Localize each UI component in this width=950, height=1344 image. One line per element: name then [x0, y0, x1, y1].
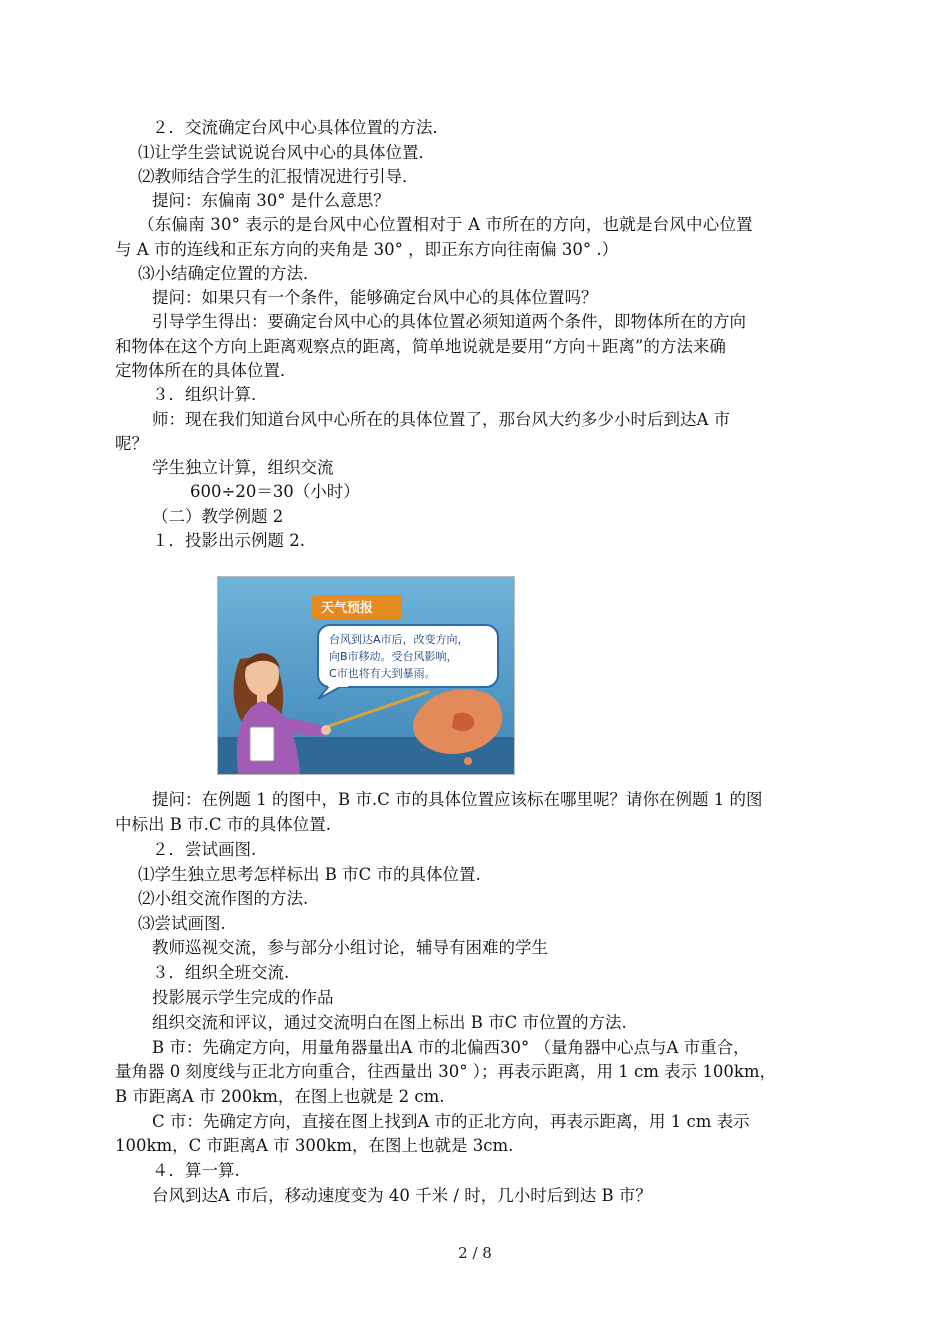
para-line: ⑵教师结合学生的汇报情况进行引导． [138, 167, 419, 186]
bubble-line: C市也将有大到暴雨。 [329, 667, 436, 680]
bubble-line: 台风到达A市后，改变方向， [329, 633, 469, 646]
para-line: 组织交流和评议，通过交流明白在图上标出 B 市C 市位置的方法. [152, 1013, 627, 1032]
para-line: C 市：先确定方向，直接在图上找到A 市的正北方向，再表示距离，用 1 cm 表示 [152, 1112, 750, 1131]
para-line: B 市距离A 市 200km，在图上也就是 2 cm. [115, 1087, 445, 1106]
para-line: 提问：在例题 1 的图中，B 市.C 市的具体位置应该标在哪里呢？请你在例题 1 的图 [152, 790, 763, 809]
para-line: ２．交流确定台风中心具体位置的方法． [152, 118, 449, 137]
para-line: 提问：如果只有一个条件，能够确定台风中心的具体位置吗？ [152, 288, 598, 307]
para-line: B 市：先确定方向，用量角器量出A 市的北偏西30° （量角器中心点与A 市重合， [152, 1038, 750, 1057]
para-line: 呢？ [115, 434, 148, 453]
bubble-line: 向B市移动。受台风影响， [329, 650, 458, 663]
para-line: ２．尝试画图. [152, 840, 257, 859]
para-line: 提问：东偏南 30° 是什么意思？ [152, 191, 390, 210]
page-number: 2 / 8 [458, 1244, 492, 1262]
para-line: 引导学生得出：要确定台风中心的具体位置必须知道两个条件，即物体所在的方向 [152, 312, 746, 331]
para-line: 投影展示学生完成的作品 [152, 988, 334, 1007]
para-line: 与 A 市的连线和正东方向的夹角是 30° ，即正东方向往南偏 30° .） [115, 240, 619, 259]
para-line: 师：现在我们知道台风中心所在的具体位置了，那台风大约多少小时后到达A 市 [152, 410, 731, 429]
para-line: （二）教学例题 2 [152, 507, 284, 526]
para-line: ⑴学生独立思考怎样标出 B 市C 市的具体位置. [138, 865, 481, 884]
para-line: 600÷20＝30（小时） [190, 482, 360, 501]
banner-label: 天气预报 [321, 601, 374, 616]
para-line: 量角器 0 刻度线与正北方向重合，往西量出 30° ）；再表示距离，用 1 cm 表示 100km， [115, 1062, 776, 1081]
para-line: 教师巡视交流，参与部分小组讨论，辅导有困难的学生 [152, 938, 548, 957]
para-line: ⑶小结确定位置的方法． [138, 264, 320, 283]
para-line: 定物体所在的具体位置． [115, 361, 297, 380]
para-line: ３．组织计算． [152, 385, 268, 404]
para-line: ⑵小组交流作图的方法. [138, 889, 309, 908]
para-line: １．投影出示例题 2. [152, 531, 305, 550]
para-line: 学生独立计算，组织交流 [152, 458, 334, 477]
weather-forecast-illustration [217, 576, 515, 775]
para-line: 和物体在这个方向上距离观察点的距离，简单地说就是要用“方向＋距离”的方法来确 [115, 337, 726, 356]
para-line: ３．组织全班交流. [152, 963, 290, 982]
para-line: 台风到达A 市后，移动速度变为 40 千米 / 时，几小时后到达 B 市？ [152, 1186, 652, 1205]
para-line: ⑶尝试画图. [138, 914, 226, 933]
para-line: ４．算一算. [152, 1161, 240, 1180]
para-line: 100km，C 市距离A 市 300km，在图上也就是 3cm. [115, 1136, 514, 1155]
para-line: （东偏南 30° 表示的是台风中心位置相对于 A 市所在的方向，也就是台风中心位置 [138, 215, 753, 234]
para-line: ⑴让学生尝试说说台风中心的具体位置． [138, 143, 435, 162]
para-line: 中标出 B 市.C 市的具体位置. [115, 815, 331, 834]
